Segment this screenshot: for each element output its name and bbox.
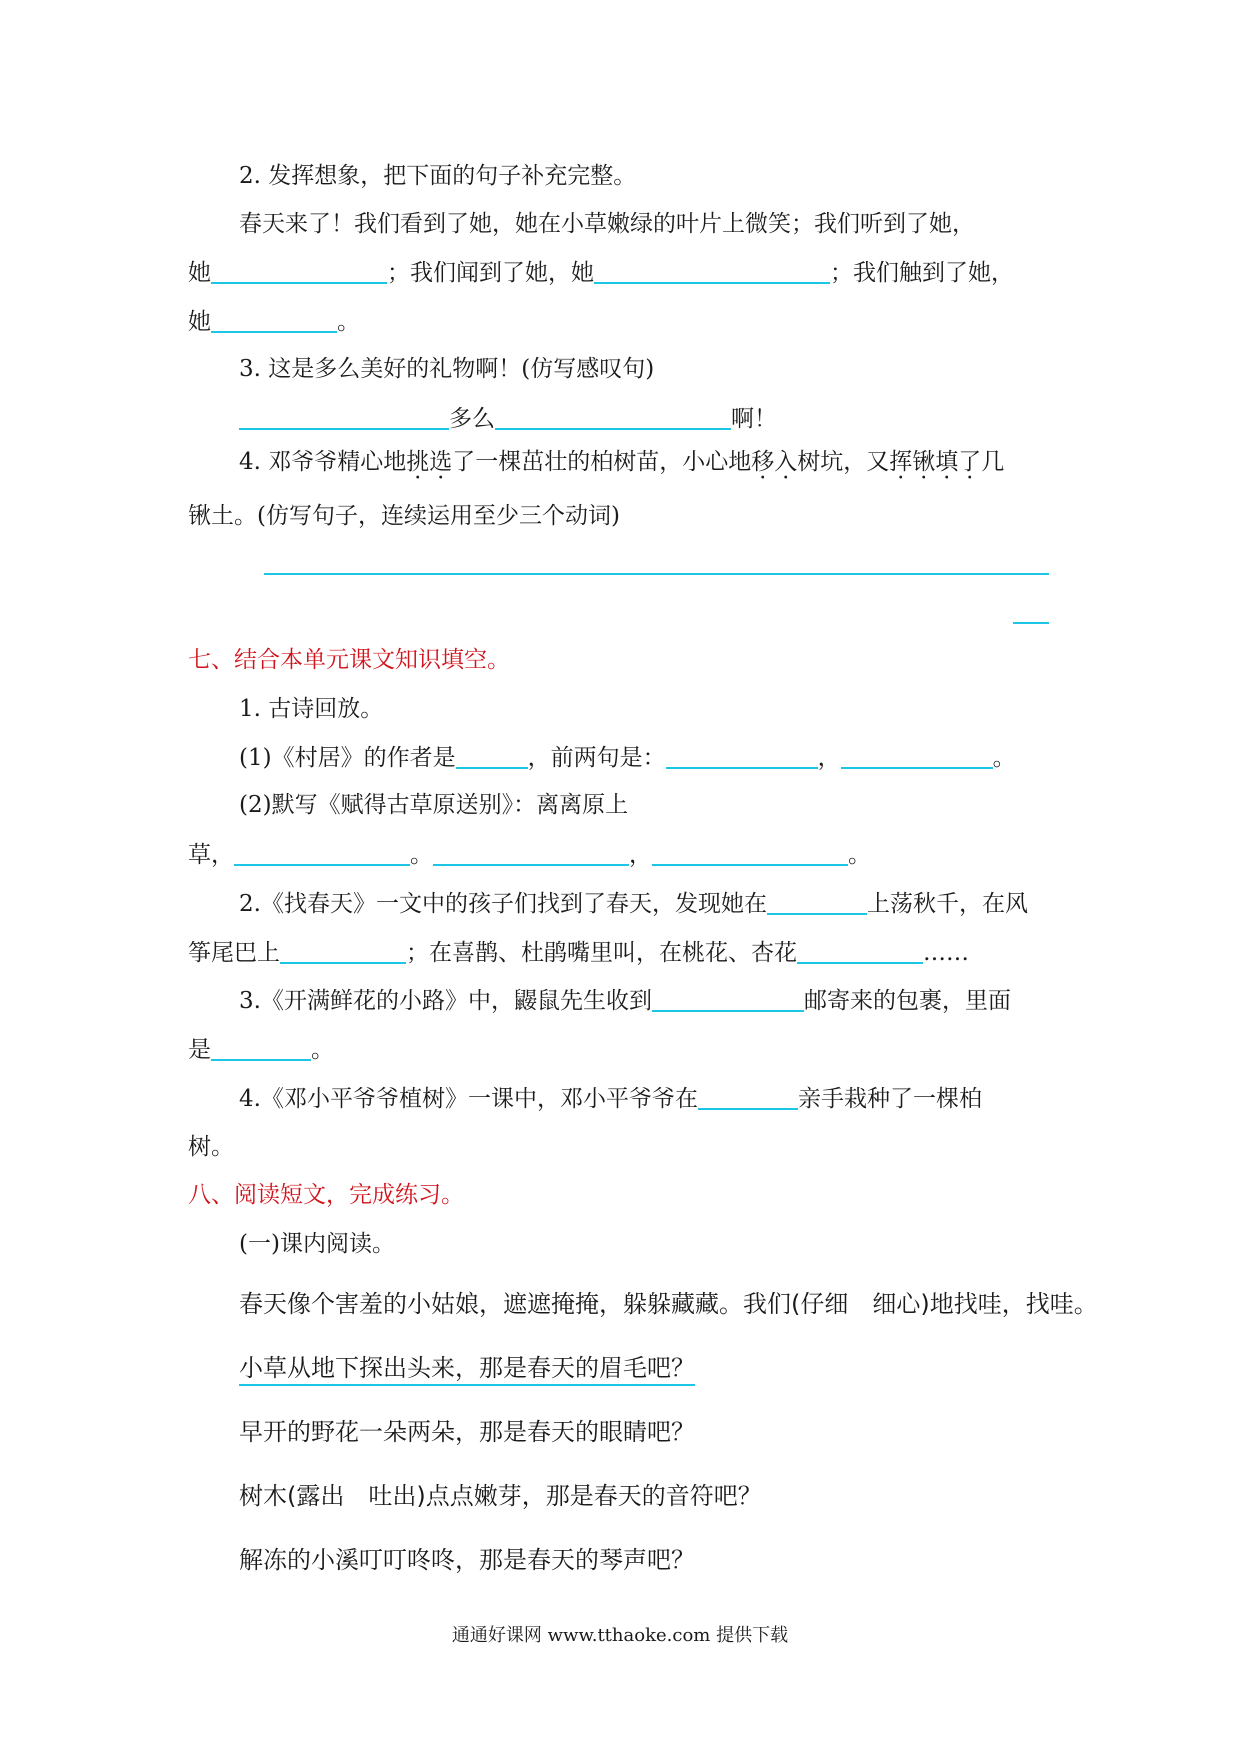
text: ；我们闻到了她，她 bbox=[387, 260, 594, 286]
answer-blank[interactable] bbox=[211, 305, 337, 333]
passage-line-5: 解冻的小溪叮叮咚咚，那是春天的琴声吧？ bbox=[239, 1546, 695, 1574]
q6-item2-line1: 春天来了！我们看到了她，她在小草嫩绿的叶片上微笑；我们听到了她， bbox=[239, 211, 975, 237]
answer-blank[interactable] bbox=[211, 1033, 311, 1061]
text: 。 bbox=[311, 1037, 334, 1063]
q6-item4-line2: 锹土。(仿写句子，连续运用至少三个动词) bbox=[188, 503, 620, 529]
answer-blank[interactable] bbox=[456, 741, 528, 769]
text: 啊！ bbox=[731, 406, 777, 432]
emphasis-char: 锹 bbox=[912, 449, 936, 475]
text: ；在喜鹊、杜鹃嘴里叫，在桃花、杏花 bbox=[406, 940, 797, 966]
answer-blank[interactable] bbox=[280, 936, 406, 964]
text: 3.《开满鲜花的小路》中，鼹鼠先生收到 bbox=[239, 988, 652, 1014]
answer-blank[interactable] bbox=[652, 838, 848, 866]
q7-s2-line2 bbox=[188, 936, 969, 969]
emphasis-char: 填 bbox=[935, 449, 959, 475]
text: 几 bbox=[981, 449, 1005, 475]
text: ，前两句是： bbox=[527, 745, 666, 771]
q7-s3-line2 bbox=[188, 1033, 334, 1066]
q7-s4-line2: 树。 bbox=[188, 1134, 234, 1160]
text: …… bbox=[923, 940, 969, 966]
answer-blank[interactable] bbox=[767, 887, 867, 915]
answer-line-end[interactable] bbox=[1013, 622, 1049, 624]
q8-sub-heading: (一)课内阅读。 bbox=[239, 1231, 395, 1257]
q6-item2-line3 bbox=[188, 305, 360, 338]
text: 筝尾巴上 bbox=[188, 940, 280, 966]
text: 了一棵茁壮的柏树苗，小心地 bbox=[452, 449, 752, 475]
answer-blank[interactable] bbox=[234, 838, 410, 866]
text: 。 bbox=[410, 842, 433, 868]
q7-s1b: (2)默写《赋得古草原送别》：离离原上 bbox=[239, 792, 629, 818]
section-7-heading: 七、结合本单元课文知识填空。 bbox=[188, 647, 510, 673]
text: 。 bbox=[992, 745, 1016, 771]
answer-blank[interactable] bbox=[698, 1082, 798, 1110]
q7-s1a bbox=[239, 741, 1016, 774]
text: 邮寄来的包裹，里面 bbox=[803, 988, 1011, 1014]
answer-blank[interactable] bbox=[239, 402, 449, 430]
q7-s4-line1 bbox=[239, 1082, 982, 1115]
text: 她 bbox=[188, 260, 211, 286]
passage-line-1: 春天像个害羞的小姑娘，遮遮掩掩，躲躲藏藏。我们(仔细 细心)地找哇，找哇。 bbox=[239, 1290, 1098, 1318]
emphasis-char: 选 bbox=[429, 449, 453, 475]
passage-line-2 bbox=[239, 1352, 695, 1384]
text: 上荡秋千，在风 bbox=[866, 891, 1028, 917]
text: 是 bbox=[188, 1037, 211, 1063]
emphasis-char: 挥 bbox=[889, 449, 913, 475]
text: 。 bbox=[337, 309, 360, 335]
answer-blank[interactable] bbox=[666, 741, 818, 769]
emphasis-char: 挑 bbox=[406, 449, 430, 475]
text: 草， bbox=[188, 842, 234, 868]
answer-blank[interactable] bbox=[652, 984, 804, 1012]
answer-blank[interactable] bbox=[433, 838, 629, 866]
answer-blank[interactable] bbox=[797, 936, 923, 964]
text: 。 bbox=[848, 842, 871, 868]
answer-blank[interactable] bbox=[495, 402, 731, 430]
text: 4.《邓小平爷爷植树》一课中，邓小平爷爷在 bbox=[239, 1086, 698, 1112]
answer-blank[interactable] bbox=[211, 256, 387, 284]
text: 2.《找春天》一文中的孩子们找到了春天，发现她在 bbox=[239, 891, 767, 917]
emphasis-char: 移 bbox=[751, 449, 775, 475]
answer-blank[interactable] bbox=[841, 741, 993, 769]
q7-s2-line1 bbox=[239, 887, 1028, 920]
q6-item4-line1 bbox=[239, 446, 1004, 478]
q6-item3-answer-line bbox=[239, 402, 777, 435]
q6-item3-title: 3. 这是多么美好的礼物啊！(仿写感叹句) bbox=[239, 356, 655, 382]
q7-s1-title: 1. 古诗回放。 bbox=[239, 696, 384, 722]
answer-line[interactable] bbox=[264, 573, 1049, 575]
text: 她 bbox=[188, 309, 211, 335]
answer-blank[interactable] bbox=[594, 256, 830, 284]
q6-item2-title: 2. 发挥想象，把下面的句子补充完整。 bbox=[239, 163, 637, 189]
text: ；我们触到了她， bbox=[830, 260, 1014, 286]
passage-line-4: 树木(露出 吐出)点点嫩芽，那是春天的音符吧？ bbox=[239, 1482, 762, 1510]
emphasis-char: 入 bbox=[774, 449, 798, 475]
emphasis-char: 了 bbox=[958, 449, 982, 475]
text: ， bbox=[629, 842, 652, 868]
passage-line-3: 早开的野花一朵两朵，那是春天的眼睛吧？ bbox=[239, 1418, 695, 1446]
text: ， bbox=[817, 745, 841, 771]
underlined-sentence: 小草从地下探出头来，那是春天的眉毛吧？ bbox=[239, 1354, 695, 1386]
text: 4. 邓爷爷精心地 bbox=[239, 449, 407, 475]
q7-s1b-line2 bbox=[188, 838, 871, 871]
q6-item2-line2 bbox=[188, 256, 1014, 289]
q7-s3-line1 bbox=[239, 984, 1011, 1017]
text: (1)《村居》的作者是 bbox=[239, 745, 456, 771]
section-8-heading: 八、阅读短文，完成练习。 bbox=[188, 1182, 464, 1208]
text: 亲手栽种了一棵柏 bbox=[797, 1086, 982, 1112]
text: 树坑，又 bbox=[797, 449, 890, 475]
page-footer: 通通好课网 www.tthaoke.com 提供下载 bbox=[451, 1625, 789, 1646]
text: 多么 bbox=[449, 406, 495, 432]
